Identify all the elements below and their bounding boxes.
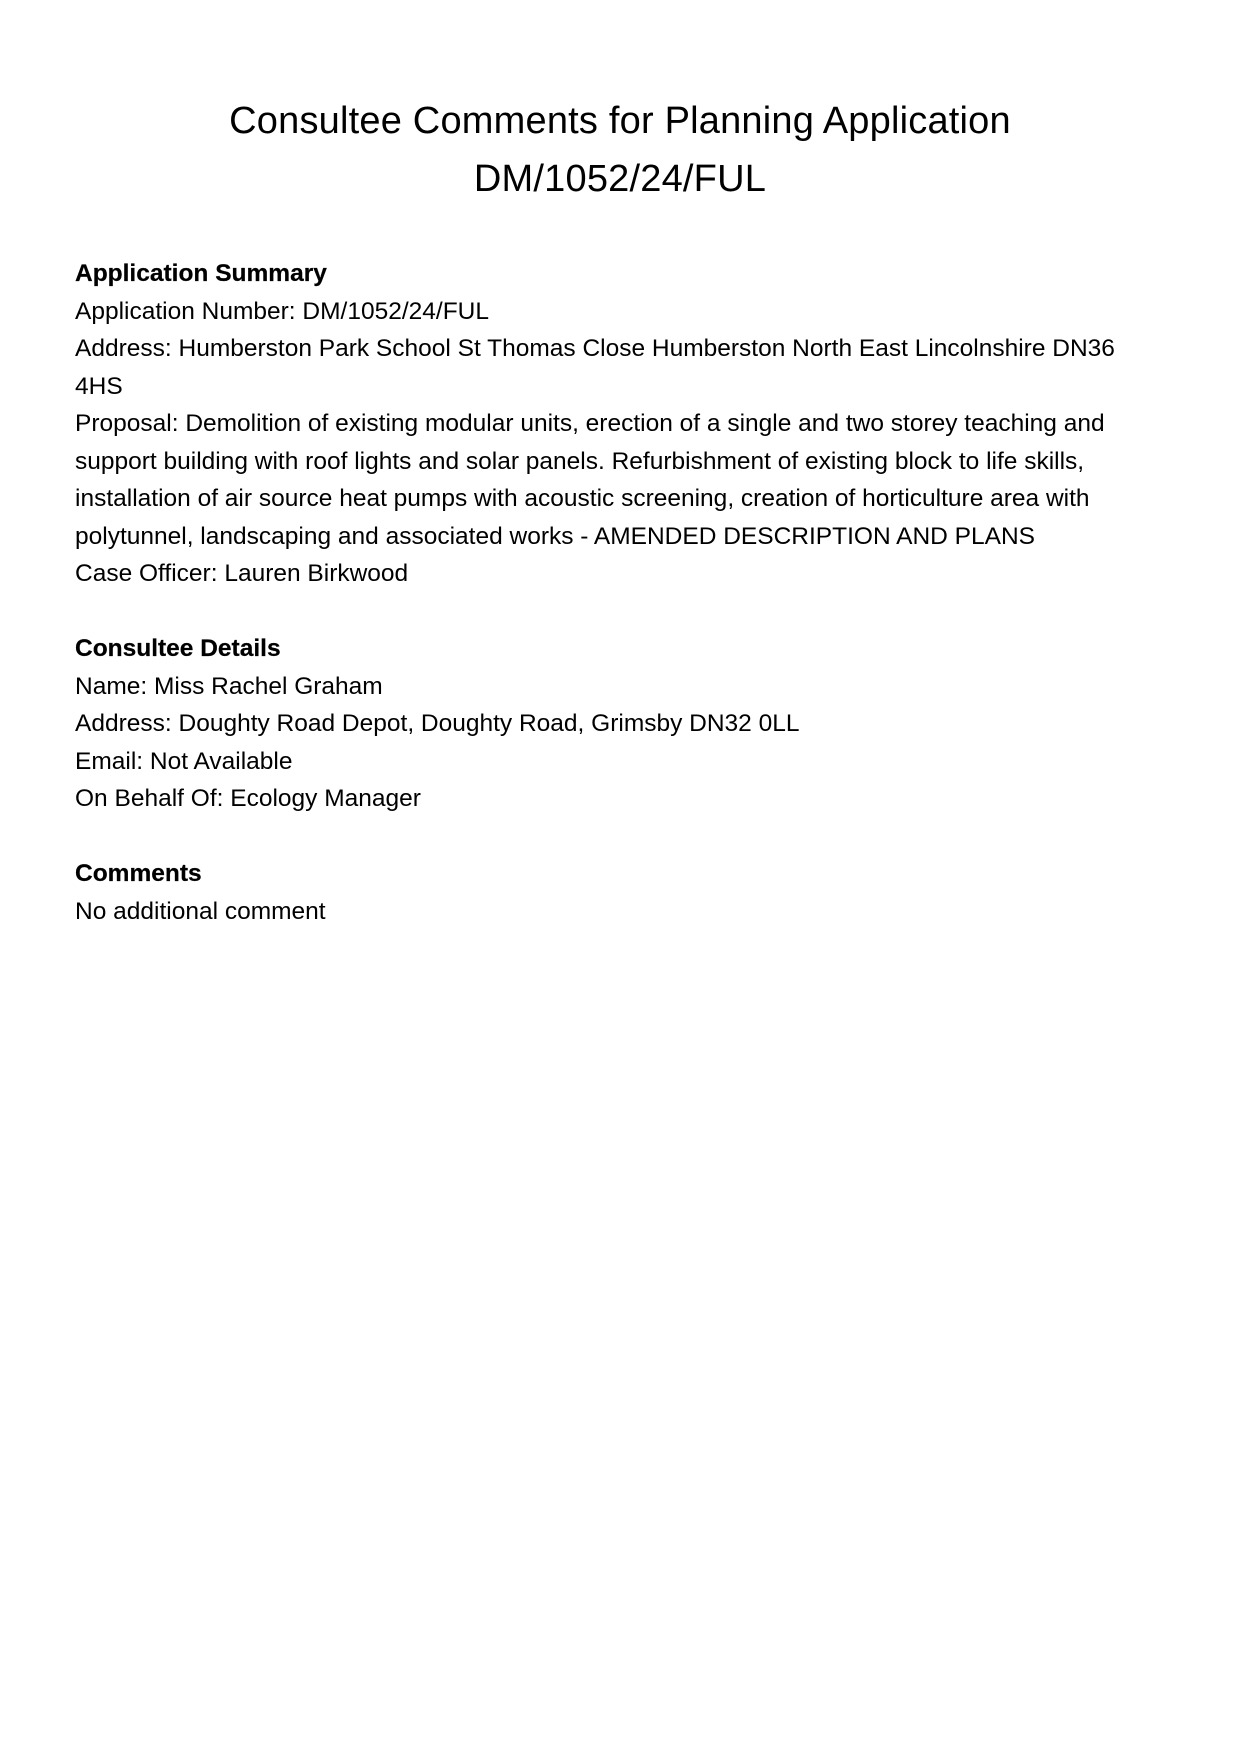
- consultee-email-value: Not Available: [149, 747, 293, 775]
- comments-text: No additional comment: [75, 897, 326, 925]
- consultee-name-value: Miss Rachel Graham: [153, 672, 383, 700]
- consultee-address-value: Doughty Road Depot, Doughty Road, Grimsby DN32 0LL: [178, 710, 800, 737]
- consultee-name-label: Name:: [75, 672, 148, 700]
- application-address-row: [75, 330, 1150, 405]
- case-officer-row: [75, 555, 1150, 593]
- proposal-row: [75, 405, 1150, 555]
- page-title: [0, 92, 1240, 208]
- application-summary-section: [75, 255, 1150, 593]
- consultee-address-row: [75, 705, 1150, 743]
- application-address-value: Humberston Park School St Thomas Close Humberston North East Lincolnshire DN36 4HS: [75, 335, 1115, 400]
- comments-heading: Comments: [75, 860, 202, 887]
- case-officer-value: Lauren Birkwood: [224, 560, 409, 587]
- consultee-email-label: Email:: [75, 747, 144, 775]
- on-behalf-of-row: [75, 780, 1150, 818]
- application-summary-heading: Application Summary: [75, 260, 327, 287]
- proposal-label: Proposal:: [75, 410, 179, 437]
- case-officer-label: Case Officer:: [75, 560, 218, 587]
- comments-section: [75, 855, 1150, 930]
- proposal-value: Demolition of existing modular units, erection of a single and two storey teaching and support building with roof lights and solar panels. Refurbishment of existing block to life skills, installation of air source heat pumps with acoustic screening, creation of horticulture area with polytunnel, landscaping and associated works - AMENDED DESCRIPTION AND PLANS: [75, 410, 1105, 550]
- consultee-name-row: [75, 668, 1150, 706]
- consultee-address-label: Address:: [75, 710, 172, 737]
- application-number-row: [75, 293, 1150, 331]
- consultee-details-heading: Consultee Details: [75, 635, 281, 662]
- application-number-label: Application Number:: [75, 297, 296, 325]
- on-behalf-of-label: On Behalf Of:: [75, 785, 224, 812]
- consultee-email-row: [75, 743, 1150, 781]
- page-title-line-2: DM/1052/24/FUL: [473, 158, 767, 200]
- document-content: [75, 255, 1150, 930]
- on-behalf-of-value: Ecology Manager: [230, 785, 421, 812]
- consultee-details-section: [75, 630, 1150, 818]
- page-title-line-1: Consultee Comments for Planning Application: [229, 100, 1011, 142]
- application-number-value: DM/1052/24/FUL: [302, 297, 489, 325]
- application-address-label: Address:: [75, 335, 172, 362]
